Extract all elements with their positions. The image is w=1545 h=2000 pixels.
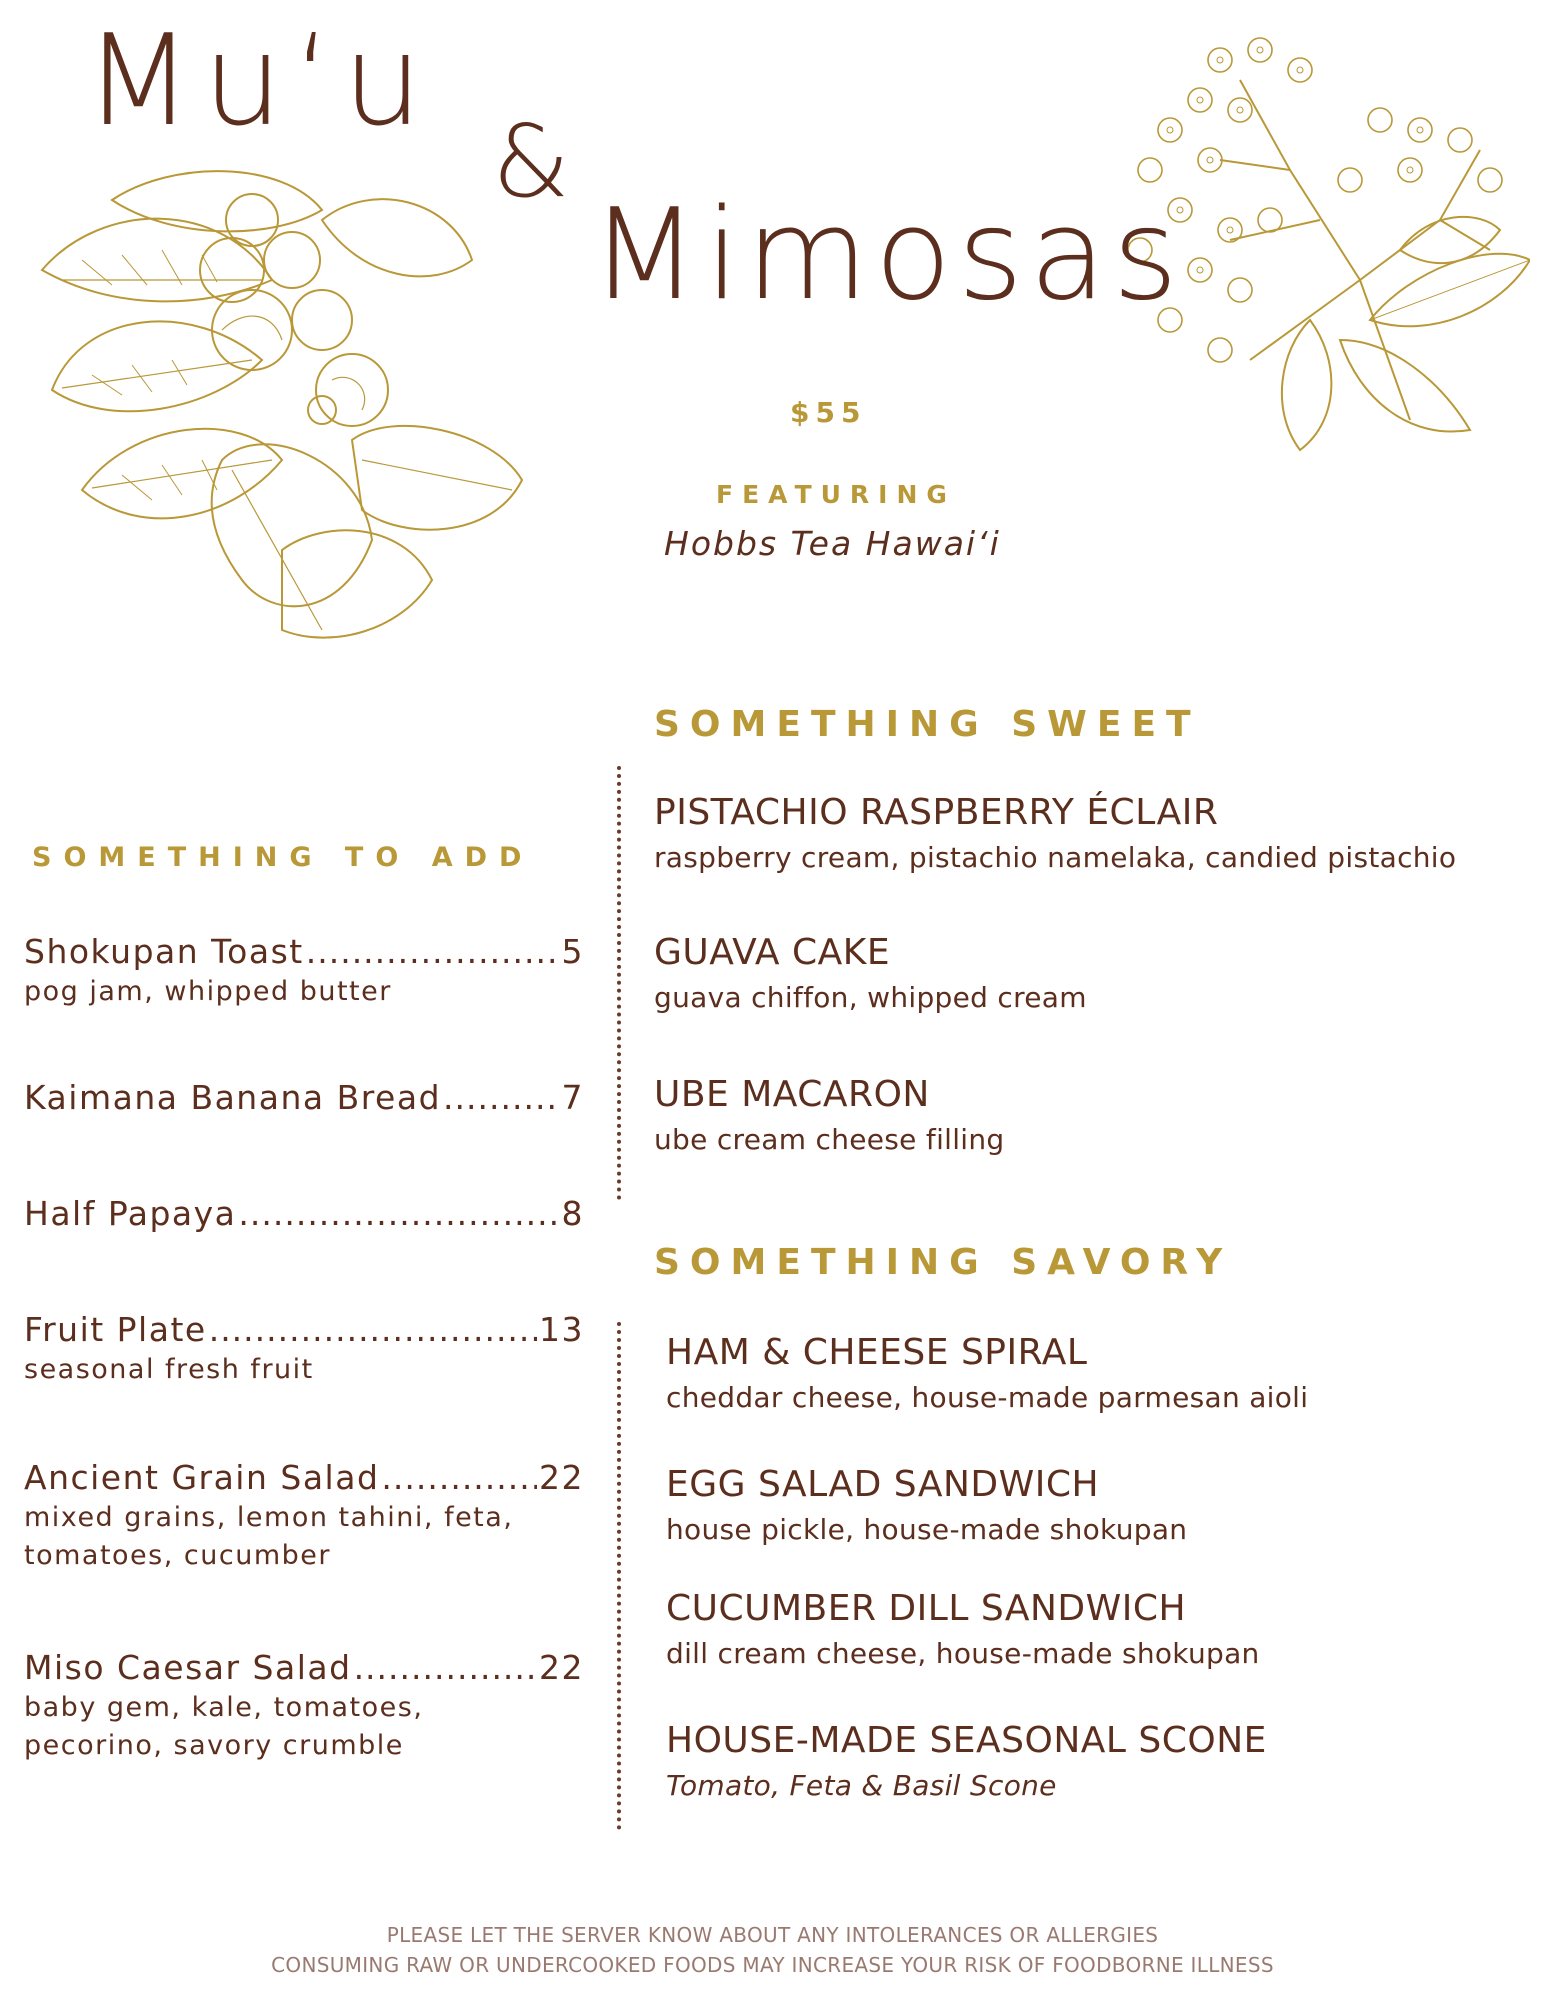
item-description: Tomato, Feta & Basil Scone	[666, 1769, 1057, 1802]
savory-heading: SOMETHING SAVORY	[654, 1242, 1233, 1283]
leader-dots	[306, 932, 560, 971]
item-name: Shokupan Toast	[24, 932, 304, 971]
item-name: PISTACHIO RASPBERRY ÉCLAIR	[654, 792, 1219, 833]
sweet-item	[654, 932, 1087, 1014]
item-price: 8	[561, 1194, 584, 1233]
item-description: baby gem, kale, tomatoes,	[24, 1692, 424, 1723]
leader-dots	[443, 1078, 559, 1117]
item-name: Kaimana Banana Bread	[24, 1078, 442, 1117]
item-name: HAM & CHEESE SPIRAL	[666, 1332, 1088, 1373]
item-name: UBE MACARON	[654, 1074, 930, 1115]
add-item	[24, 1458, 584, 1575]
item-price: 5	[561, 932, 584, 971]
allergy-notice: PLEASE LET THE SERVER KNOW ABOUT ANY INTOLERANCES OR ALLERGIES	[386, 1923, 1159, 1947]
savory-item	[666, 1332, 1308, 1414]
leader-dots	[238, 1194, 559, 1233]
savory-item	[666, 1720, 1267, 1802]
item-name: EGG SALAD SANDWICH	[666, 1464, 1100, 1505]
leader-dots	[354, 1648, 537, 1687]
featuring-name: Hobbs Tea Hawaiʻi	[664, 524, 1001, 563]
item-price: 13	[539, 1310, 584, 1349]
item-description: cheddar cheese, house-made parmesan aioli	[666, 1381, 1309, 1414]
item-price: 22	[539, 1458, 584, 1497]
item-name: Ancient Grain Salad	[24, 1458, 380, 1497]
item-description: seasonal fresh fruit	[24, 1354, 314, 1385]
column-divider-upper	[617, 766, 621, 1200]
menu-price: $55	[790, 396, 867, 429]
add-item	[24, 1310, 584, 1389]
item-name: HOUSE-MADE SEASONAL SCONE	[666, 1720, 1267, 1761]
title-line-1: Muʻu	[84, 7, 433, 154]
column-divider-lower	[617, 1322, 621, 1830]
title-line-2: Mimosas	[590, 181, 1185, 328]
item-name: CUCUMBER DILL SANDWICH	[666, 1588, 1187, 1629]
title-ampersand: &	[492, 103, 570, 220]
item-description: mixed grains, lemon tahini, feta,	[24, 1502, 514, 1533]
item-price: 7	[561, 1078, 584, 1117]
item-description: raspberry cream, pistachio namelaka, candied pistachio	[654, 841, 1457, 874]
add-heading: SOMETHING TO ADD	[32, 842, 534, 873]
sweet-heading: SOMETHING SWEET	[654, 704, 1201, 745]
item-name: GUAVA CAKE	[654, 932, 891, 973]
item-description: pog jam, whipped butter	[24, 976, 392, 1007]
item-name: Half Papaya	[24, 1194, 237, 1233]
item-description: guava chiffon, whipped cream	[654, 981, 1087, 1014]
item-description-line-2: pecorino, savory crumble	[24, 1730, 404, 1761]
food-safety-notice: CONSUMING RAW OR UNDERCOOKED FOODS MAY INCREASE YOUR RISK OF FOODBORNE ILLNESS	[271, 1953, 1274, 1977]
leader-dots	[209, 1310, 537, 1349]
add-item	[24, 932, 584, 1011]
add-item	[24, 1078, 584, 1117]
sweet-item	[654, 792, 1456, 874]
add-item	[24, 1194, 584, 1233]
item-price: 22	[539, 1648, 584, 1687]
savory-item	[666, 1588, 1260, 1670]
featuring-label: FEATURING	[716, 480, 956, 509]
item-description-line-2: tomatoes, cucumber	[24, 1540, 331, 1571]
item-description: ube cream cheese filling	[654, 1123, 1005, 1156]
leader-dots	[381, 1458, 537, 1497]
add-item	[24, 1648, 584, 1765]
item-description: dill cream cheese, house-made shokupan	[666, 1637, 1260, 1670]
sweet-item	[654, 1074, 1005, 1156]
item-name: Miso Caesar Salad	[24, 1648, 352, 1687]
hibiscus-leaf-illustration	[22, 160, 542, 680]
item-name: Fruit Plate	[24, 1310, 207, 1349]
item-description: house pickle, house-made shokupan	[666, 1513, 1188, 1546]
savory-item	[666, 1464, 1187, 1546]
